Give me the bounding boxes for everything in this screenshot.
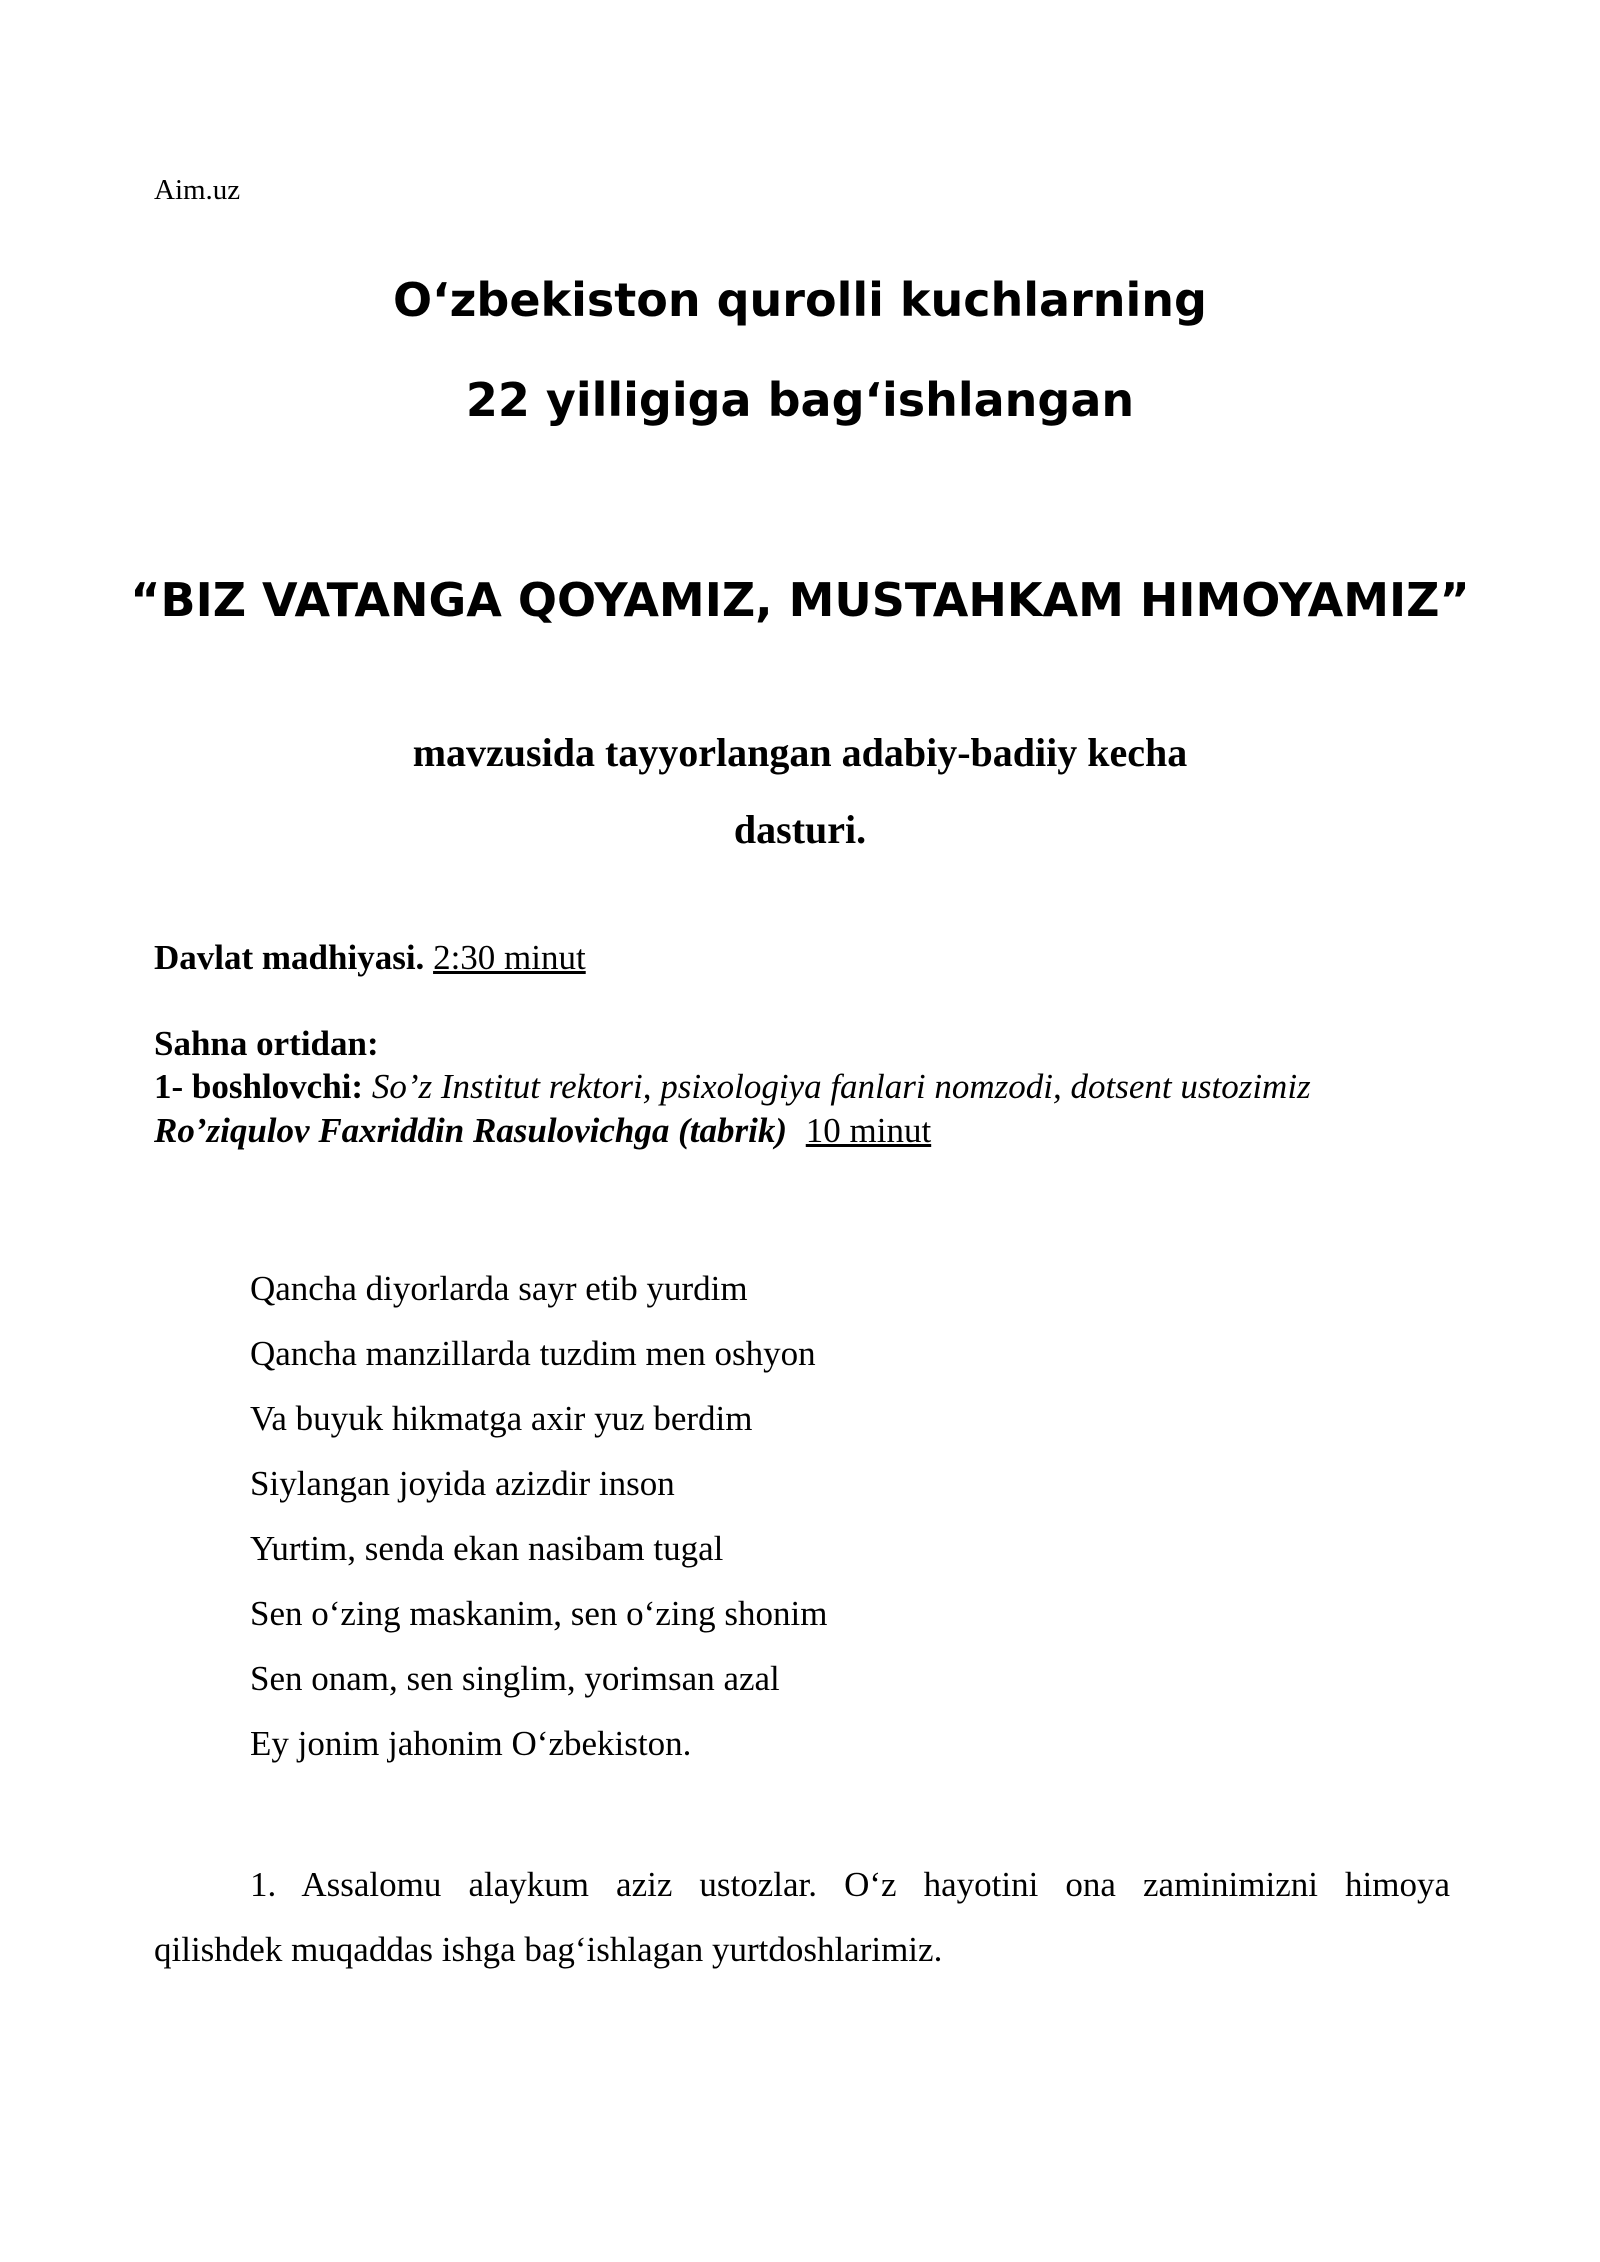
anthem-duration: 2:30 minut [433, 938, 586, 977]
host-text-2: Ro’ziqulov Faxriddin Rasulovichga (tabrik) [154, 1111, 787, 1150]
host-line-1 [154, 1066, 1311, 1108]
paragraph-line-1: 1. Assalomu alaykum aziz ustozlar. O‘z hayotini ona zaminimizni himoya [250, 1865, 1450, 1904]
poem-line: Siylangan joyida azizdir inson [250, 1464, 675, 1503]
poem-line: Qancha diyorlarda sayr etib yurdim [250, 1269, 748, 1308]
backstage-label: Sahna ortidan: [154, 1024, 379, 1063]
anthem-label: Davlat madhiyasi. [154, 938, 425, 977]
body-paragraph [154, 1852, 1450, 1982]
poem-line: Sen o‘zing maskanim, sen o‘zing shonim [250, 1594, 828, 1633]
slogan-heading: “BIZ VATANGA QOYAMIZ, MUSTAHKAM HIMOYAMIZ” [130, 573, 1470, 627]
host-duration: 10 minut [805, 1111, 932, 1150]
subtitle-line-2: dasturi. [733, 807, 867, 852]
anthem-line [154, 937, 586, 979]
poem-line: Qancha manzillarda tuzdim men oshyon [250, 1334, 816, 1373]
poem-line: Va buyuk hikmatga axir yuz berdim [250, 1399, 753, 1438]
poem-line: Yurtim, senda ekan nasibam tugal [250, 1529, 724, 1568]
title-line-2: 22 yilligiga bag‘ishlangan [465, 373, 1135, 427]
title-line-1: O‘zbekiston qurolli kuchlarning [393, 273, 1207, 327]
host-text-1: So’z Institut rektori, psixologiya fanlari nomzodi, dotsent ustozimiz [371, 1067, 1311, 1106]
poem-line: Ey jonim jahonim O‘zbekiston. [250, 1724, 692, 1763]
poem-line: Sen onam, sen singlim, yorimsan azal [250, 1659, 780, 1698]
host-line-2 [154, 1110, 931, 1152]
paragraph-line-2: qilishdek muqaddas ishga bag‘ishlagan yurtdoshlarimiz. [154, 1930, 943, 1969]
source-label: Aim.uz [154, 174, 241, 206]
subtitle-line-1: mavzusida tayyorlangan adabiy-badiiy kecha [412, 730, 1188, 775]
host-label: 1- boshlovchi: [154, 1067, 364, 1106]
